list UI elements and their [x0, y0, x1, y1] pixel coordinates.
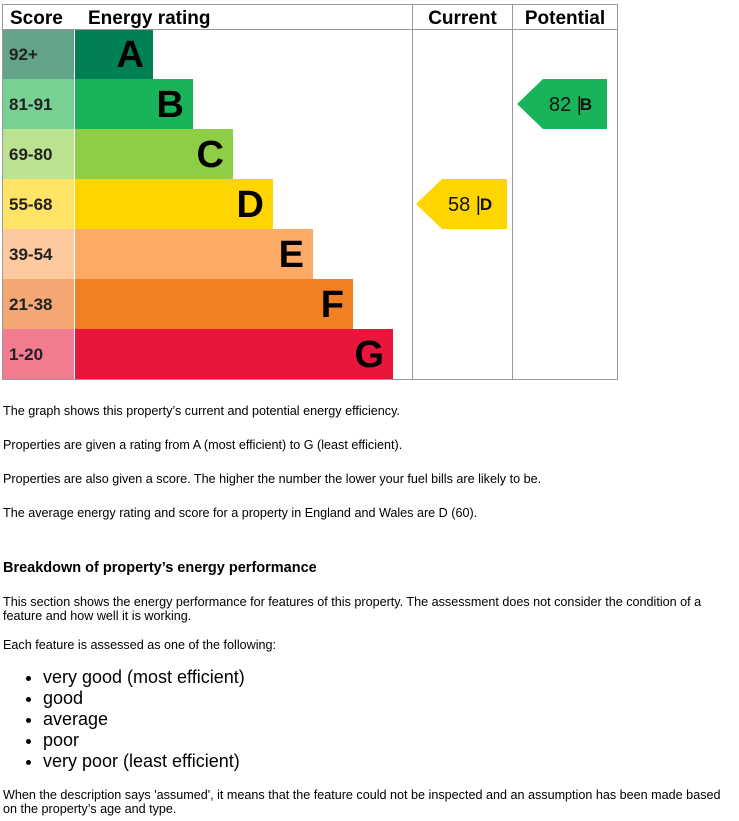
list-item: • very poor (least efficient) — [43, 751, 245, 772]
list-item: • poor — [43, 730, 245, 751]
score-explanation: Properties are also given a score. The higher the number the lower your fuel bills are likely to be. — [3, 472, 542, 486]
header-current: Current — [428, 8, 497, 29]
energy-rating-chart — [2, 4, 619, 382]
rating-bar-e — [75, 229, 313, 279]
rating-letter-b: B — [156, 84, 184, 126]
current-rating-indicator — [416, 179, 507, 229]
list-item: • average — [43, 709, 245, 730]
score-range-g: 1-20 — [9, 345, 44, 364]
score-range-c: 69-80 — [9, 145, 53, 164]
rating-letter-d: D — [236, 184, 264, 226]
breakdown-heading: Breakdown of property’s energy performance — [3, 560, 317, 576]
breakdown-intro: This section shows the energy performance for features of this property. The assessment does not consider the condition of a feature and how well it is working. — [3, 595, 702, 623]
rating-explanation: Properties are given a rating from A (most efficient) to G (least efficient). — [3, 438, 403, 452]
chart-description: The graph shows this property’s current and potential energy efficiency. — [3, 404, 400, 418]
header-potential: Potential — [524, 8, 606, 29]
current-rating-indicator-score: 58 | — [448, 194, 481, 216]
average-rating-note: The average energy rating and score for a property in England and Wales are D (60). — [3, 506, 478, 520]
score-range-e: 39-54 — [9, 245, 53, 264]
score-range-a: 92+ — [9, 45, 38, 64]
rating-bar-g — [75, 329, 393, 379]
current-rating-indicator-letter: D — [479, 195, 493, 214]
rating-letter-c: C — [196, 134, 224, 176]
list-item: • very good (most efficient) — [43, 667, 245, 688]
header-energy-rating: Energy rating — [88, 8, 211, 29]
potential-rating-indicator-letter: B — [579, 95, 593, 114]
rating-letter-f: F — [320, 284, 344, 326]
rating-bar-f — [75, 279, 353, 329]
score-range-d: 55-68 — [9, 195, 53, 214]
header-score: Score — [10, 8, 63, 29]
rating-letter-e: E — [278, 234, 304, 276]
rating-letter-g: G — [354, 334, 384, 376]
assumed-note: When the description says 'assumed', it means that the feature could not be inspected and an assumption has been made based on the property’s age and type. — [3, 788, 721, 816]
score-range-f: 21-38 — [9, 295, 53, 314]
potential-rating-indicator — [517, 79, 607, 129]
rating-letter-a: A — [116, 34, 144, 76]
assessment-intro: Each feature is assessed as one of the following: — [3, 638, 277, 652]
score-range-b: 81-91 — [9, 95, 53, 114]
assessment-levels-list — [24, 667, 245, 772]
list-item: • good — [43, 688, 245, 709]
potential-rating-indicator-score: 82 | — [549, 94, 582, 116]
